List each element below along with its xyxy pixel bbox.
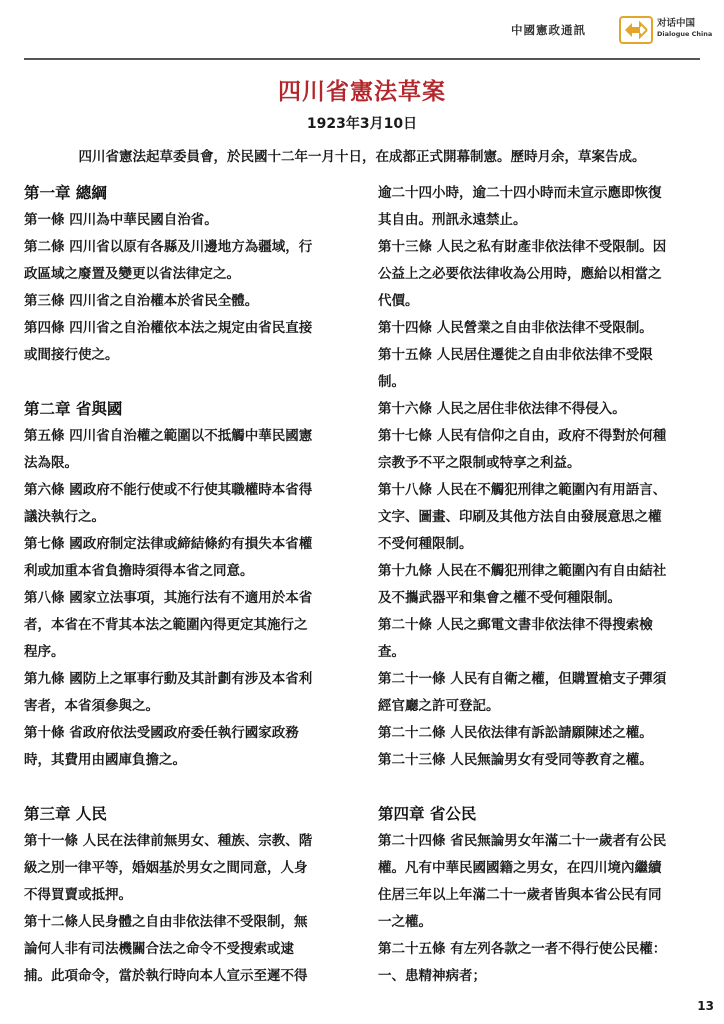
text-line: 第十九條 人民在不觸犯刑律之範圍內有自由結社 — [378, 563, 667, 579]
text-line: 第十一條 人民在法律前無男女、種族、宗教、階 — [24, 833, 313, 849]
text-line: 論何人非有司法機關合法之命令不受搜索或逮 — [24, 941, 294, 957]
text-line: 第二十四條 省民無論男女年滿二十一歲者有公民 — [378, 833, 667, 849]
header-brand-text: 中國憲政通訊 — [511, 23, 586, 37]
text-line: 政區域之廢置及變更以省法律定之。 — [24, 266, 240, 282]
document-intro: 四川省憲法起草委員會，於民國十二年一月十日，在成都正式開幕制憲。歷時月余，草案告成。 — [78, 149, 646, 165]
text-line: 逾二十四小時，逾二十四小時而未宣示應即恢復 — [378, 185, 662, 201]
text-line: 及不攜武器平和集會之權不受何種限制。 — [378, 590, 621, 606]
text-line: 權。凡有中華民國國籍之男女，在四川境內繼續 — [378, 860, 662, 876]
text-line: 第二十三條 人民無論男女有受同等教育之權。 — [378, 752, 653, 768]
text-line: 第九條 國防上之軍事行動及其計劃有涉及本省利 — [24, 671, 313, 687]
paragraph-gap — [24, 369, 344, 396]
text-line: 第十六條 人民之居住非依法律不得侵入。 — [378, 401, 626, 417]
text-line: 第二十一條 人民有自衛之權，但購置槍支子彈須 — [378, 671, 667, 687]
paragraph-gap — [378, 774, 700, 801]
text-line: 第十八條 人民在不觸犯刑律之範圍內有用語言、 — [378, 482, 667, 498]
text-line: 不受何種限制。 — [378, 536, 473, 552]
text-line: 文字、圖畫、印刷及其他方法自由發展意思之權 — [378, 509, 662, 525]
text-line: 第二十二條 人民依法律有訴訟請願陳述之權。 — [378, 725, 653, 741]
text-line: 第七條 國政府制定法律或締結條約有損失本省權 — [24, 536, 313, 552]
text-line: 一、患精神病者； — [378, 968, 486, 984]
text-line: 第四條 四川省之自治權依本法之規定由省民直接 — [24, 320, 313, 336]
logo-text-cn: 对话中国 — [657, 18, 696, 29]
text-line: 第十五條 人民居住遷徙之自由非依法律不受限 — [378, 347, 653, 363]
text-line: 議決執行之。 — [24, 509, 105, 525]
text-line: 經官廳之許可登記。 — [378, 698, 500, 714]
logo-wordmark — [657, 18, 713, 39]
logo-text-en: Dialogue China — [657, 30, 713, 38]
text-line: 代價。 — [378, 293, 419, 309]
text-line: 第八條 國家立法事項，其施行法有不適用於本省 — [24, 590, 313, 606]
paragraph-gap — [24, 774, 344, 801]
text-line: 第十條 省政府依法受國政府委任執行國家政務 — [24, 725, 299, 741]
text-line: 第十三條 人民之私有財產非依法律不受限制。因 — [378, 239, 667, 255]
left-column — [24, 180, 344, 990]
text-line: 級之別一律平等，婚姻基於男女之間同意，人身 — [24, 860, 308, 876]
text-line: 第十四條 人民營業之自由非依法律不受限制。 — [378, 320, 653, 336]
page-number: 13 — [697, 999, 714, 1013]
chapter-heading: 第三章 人民 — [24, 805, 107, 823]
text-line: 利或加重本省負擔時須得本省之同意。 — [24, 563, 254, 579]
text-line: 第二十五條 有左列各款之一者不得行使公民權： — [378, 941, 667, 957]
text-line: 第二條 四川省以原有各縣及川邊地方為疆域，行 — [24, 239, 313, 255]
text-line: 捕。此項命令，當於執行時向本人宣示至遲不得 — [24, 968, 308, 984]
text-line: 住居三年以上年滿二十一歲者皆與本省公民有同 — [378, 887, 662, 903]
document-title: 四川省憲法草案 — [278, 79, 446, 105]
text-line: 一之權。 — [378, 914, 432, 930]
text-line: 第二十條 人民之郵電文書非依法律不得搜索檢 — [378, 617, 653, 633]
text-line: 其自由。刑訊永遠禁止。 — [378, 212, 527, 228]
chapter-heading: 第一章 總綱 — [24, 184, 107, 202]
text-line: 時，其費用由國庫負擔之。 — [24, 752, 186, 768]
text-line: 不得買賣或抵押。 — [24, 887, 132, 903]
text-line: 法為限。 — [24, 455, 78, 471]
chapter-heading: 第四章 省公民 — [378, 805, 477, 823]
text-line: 制。 — [378, 374, 405, 390]
text-line: 查。 — [378, 644, 405, 660]
document-date: 1923年3月10日 — [306, 116, 418, 132]
header-divider — [24, 58, 700, 60]
text-line: 第五條 四川省自治權之範圍以不抵觸中華民國憲 — [24, 428, 313, 444]
text-line: 第六條 國政府不能行使或不行使其職權時本省得 — [24, 482, 313, 498]
text-line: 宗教予不平之限制或特享之利益。 — [378, 455, 581, 471]
text-line: 第十七條 人民有信仰之自由，政府不得對於何種 — [378, 428, 667, 444]
text-line: 害者，本省須參與之。 — [24, 698, 159, 714]
text-line: 或間接行使之。 — [24, 347, 119, 363]
text-line: 程序。 — [24, 644, 65, 660]
text-line: 第一條 四川為中華民國自治省。 — [24, 212, 218, 228]
text-line: 者，本省在不背其本法之範圍內得更定其施行之 — [24, 617, 308, 633]
right-column — [378, 180, 700, 990]
text-line: 第十二條人民身體之自由非依法律不受限制，無 — [24, 914, 308, 930]
dialogue-china-logo-icon — [619, 15, 653, 45]
text-line: 第三條 四川省之自治權本於省民全體。 — [24, 293, 259, 309]
chapter-heading: 第二章 省與國 — [24, 400, 123, 418]
text-line: 公益上之必要依法律收為公用時，應給以相當之 — [378, 266, 662, 282]
